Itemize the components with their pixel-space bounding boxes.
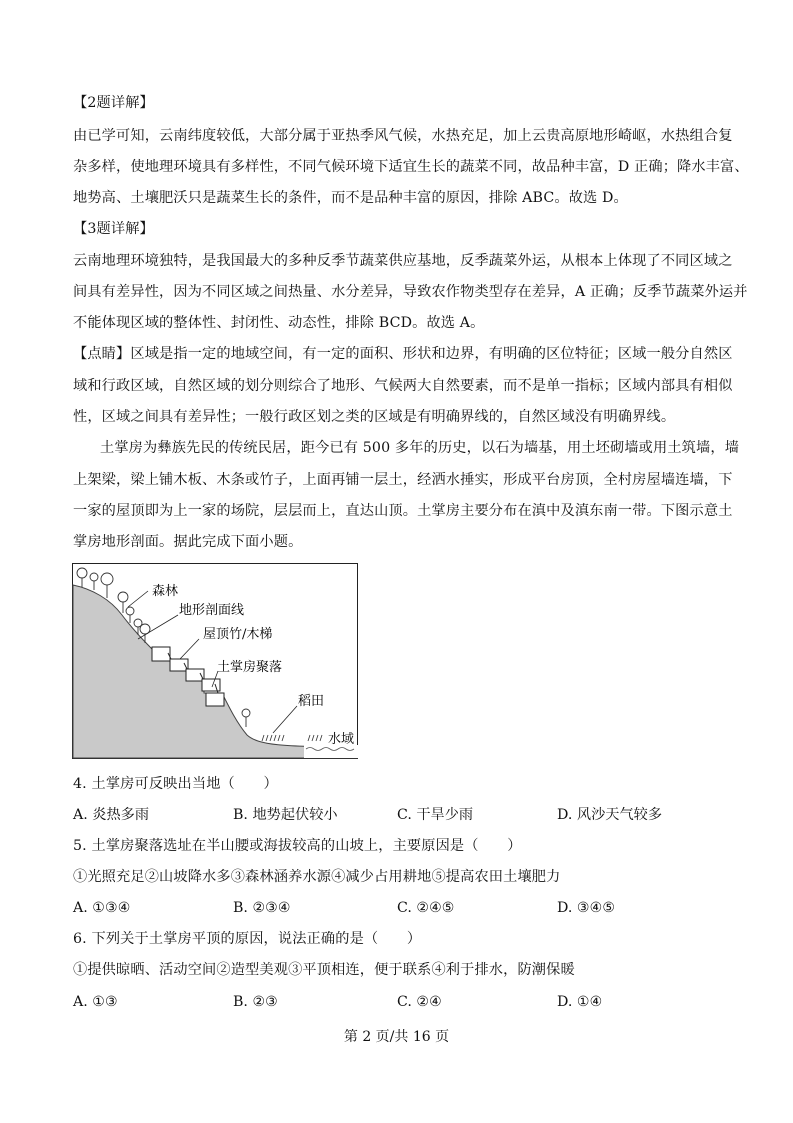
question-6-option-c[interactable]: C. ②④: [397, 994, 442, 1010]
detail2-line: 地势高、土壤肥沃只是蔬菜生长的条件，而不是品种丰富的原因，排除 ABC。故选 D。: [73, 190, 628, 206]
passage-line: 一家的屋顶即为上一家的场院，层层而上，直达山顶。土掌房主要分布在滇中及滇东南一带。下图示意土: [73, 503, 733, 519]
detail3-line: 云南地理环境独特，是我国最大的多种反季节蔬菜供应基地，反季蔬菜外运，从根本上体现了不同区域之: [73, 253, 733, 269]
page-number: 第 2 页/共 16 页: [343, 1029, 450, 1045]
question-5-items: ①光照充足②山坡降水多③森林涵养水源④减少占用耕地⑤提高农田土壤肥力: [73, 869, 561, 885]
question-4-option-d[interactable]: D. 风沙天气较多: [557, 807, 663, 823]
detail3-heading: 【3题详解】: [73, 221, 154, 237]
label-profile-line: 地形剖面线: [179, 603, 245, 618]
passage-line: 土掌房为彝族先民的传统民居，距今已有 500 多年的历史，以石为墙基，用土坯砌墙或用土筑墙，墙: [100, 440, 740, 456]
question-5-option-b[interactable]: B. ②③④: [233, 900, 291, 916]
question-4-option-a[interactable]: A. 炎热多雨: [73, 807, 150, 823]
tip-line: 域和行政区域，自然区域的划分则综合了地形、气候两大自然要素，而不是单一指标；区域内部具有相似: [73, 378, 733, 394]
label-roof-ladder: 屋顶竹/木梯: [203, 627, 273, 642]
passage-line: 掌房地形剖面。据此完成下面小题。: [73, 534, 303, 550]
terrain-profile-figure: [72, 563, 358, 759]
tip-line: 【点睛】区域是指一定的地域空间，有一定的面积、形状和边界，有明确的区位特征；区域一般分自然区: [73, 346, 733, 362]
question-6-option-a[interactable]: A. ①③: [73, 994, 118, 1010]
question-4-stem: 4. 土掌房可反映出当地（ ）: [73, 776, 278, 792]
detail2-heading: 【2题详解】: [73, 95, 154, 111]
question-6-items: ①提供晾晒、活动空间②造型美观③平顶相连，便于联系④利于排水，防潮保暖: [73, 962, 575, 978]
question-6-option-d[interactable]: D. ①④: [557, 994, 603, 1010]
question-4-option-c[interactable]: C. 干旱少雨: [397, 807, 474, 823]
detail2-line: 由已学可知，云南纬度较低，大部分属于亚热季风气候，水热充足，加上云贵高原地形崎岖，水热组合复: [73, 128, 733, 144]
label-village: 土掌房聚落: [217, 660, 283, 675]
detail3-line: 间具有差异性，因为不同区域之间热量、水分差异，导致农作物类型存在差异，A 正确；反季节蔬菜外运并: [73, 284, 748, 300]
question-5-option-c[interactable]: C. ②④⑤: [397, 900, 455, 916]
question-5-option-a[interactable]: A. ①③④: [73, 900, 131, 916]
question-4-option-b[interactable]: B. 地势起伏较小: [233, 807, 338, 823]
label-water: 水域: [328, 732, 355, 747]
tip-line: 性，区域之间具有差异性；一般行政区划之类的区域是有明确界线的，自然区域没有明确界线。: [73, 409, 676, 425]
label-paddy: 稻田: [298, 694, 325, 709]
question-6-stem: 6. 下列关于土掌房平顶的原因，说法正确的是（ ）: [73, 931, 422, 947]
detail2-line: 杂多样，使地理环境具有多样性，不同气候环境下适宜生长的蔬菜不同，故品种丰富，D 正确；降水丰富、: [73, 159, 749, 175]
detail3-line: 不能体现区域的整体性、封闭性、动态性，排除 BCD。故选 A。: [73, 315, 485, 331]
question-5-stem: 5. 土掌房聚落选址在半山腰或海拔较高的山坡上，主要原因是（ ）: [73, 838, 522, 854]
question-6-option-b[interactable]: B. ②③: [233, 994, 278, 1010]
question-5-option-d[interactable]: D. ③④⑤: [557, 900, 616, 916]
label-forest: 森林: [152, 584, 179, 599]
passage-line: 上架梁，梁上铺木板、木条或竹子，上面再铺一层土，经洒水捶实，形成平台房顶，全村房屋墙连墙，下: [73, 472, 733, 488]
